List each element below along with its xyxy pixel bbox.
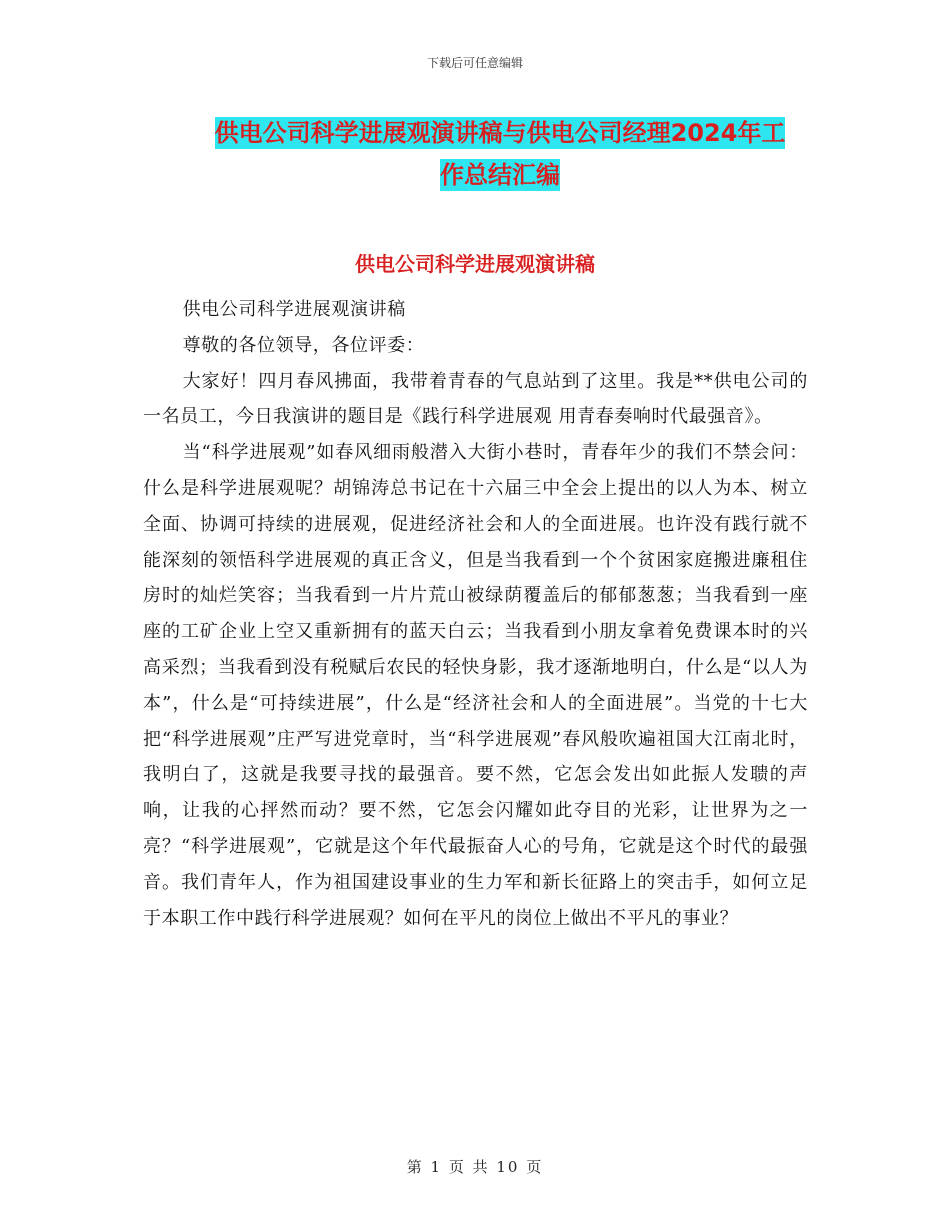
body-paragraph: 尊敬的各位领导，各位评委： [182, 334, 425, 356]
document-title-line-1: 供电公司科学进展观演讲稿与供电公司经理2024年工 [214, 119, 786, 147]
page-header-note: 下载后可任意编辑 [426, 56, 523, 70]
body-paragraph: 供电公司科学进展观演讲稿 [182, 299, 406, 320]
document-body [143, 292, 808, 936]
body-paragraph: 当“科学进展观”如春风细雨般潜入大街小巷时，青春年少的我们不禁会问：什么是科学进展观呢？胡锦涛总书记在十六届三中全会上提出的以人为本、树立全面、协调可持续的进展观，促进经济社会和人的全面进展。也许没有践行就不能深刻的领悟科学进展观的真正含义，但是当我看到一个个贫困家庭搬进廉租住房时的灿烂笑容；当我看到一片片荒山被绿荫覆盖后的郁郁葱葱；当我看到一座座的工矿企业上空又重新拥有的蓝天白云；当我看到小朋友拿着免费课本时的兴高采烈；当我看到没有税赋后农民的轻快身影，我才逐渐地明白，什么是“以人为本”，什么是“可持续进展”，什么是“经济社会和人的全面进展”。当党的十七大把“科学进展观”庄严写进党章时，当“科学进展观”春风般吹遍祖国大江南北时，我明白了，这就是我要寻找的最强音。要不然，它怎会发出如此振人发聩的声响，让我的心抨然而动？要不然，它怎会闪耀如此夺目的光彩，让世界为之一亮？“科学进展观”，它就是这个年代最振奋人心的号角，它就是这个时代的最强音。我们青年人，作为祖国建设事业的生力军和新长征路上的突击手，如何立足于本职工作中践行科学进展观？如何在平凡的岗位上做出不平凡的事业？ [143, 442, 808, 929]
page-number-footer: 第 1 页 共 10 页 [406, 1158, 544, 1176]
body-paragraph: 大家好！四月春风拂面，我带着青春的气息站到了这里。我是**供电公司的一名员工，今日我演讲的题目是《践行科学进展观 用青春奏响时代最强音》。 [143, 370, 808, 428]
document-title-line-2: 作总结汇编 [440, 161, 560, 189]
section-title: 供电公司科学进展观演讲稿 [355, 252, 595, 276]
document-title [140, 112, 860, 196]
